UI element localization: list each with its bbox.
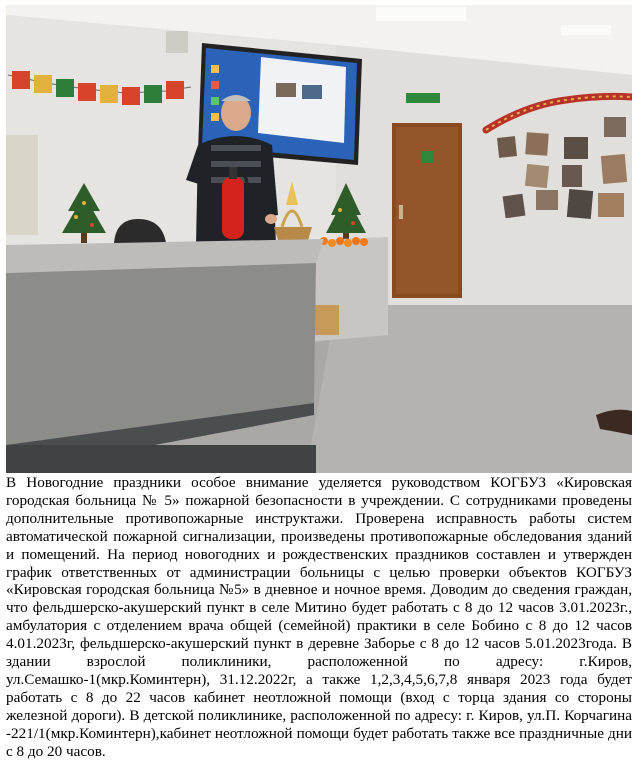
door: [392, 123, 462, 298]
wall-cabinet: [6, 135, 38, 235]
news-caption: [6, 474, 632, 761]
ceiling-light: [376, 7, 466, 21]
caption-text: В Новогодние праздники особое внимание уделяется руководством КОГБУЗ «Кировская городская больница № 5» пожарной безопасности в учреждении. С сотрудниками проведены дополнительные противопожарные инструктажи. Проверена исправность работы систем автоматической пожарной сигнализации, произведены противопожарные обследования зданий и помещений. На период новогодних и рождественских праздников составлен и утвержден график ответственных от администрации больницы с целью проверки объектов КОГБУЗ «Кировская городская больница №5» в дневное и ночное время. Доводим до сведения граждан, что фельдшерско-акушерский пункт в селе Митино будет работать с 8 до 12 часов 3.01.2023г., амбулатория с отделением врача общей (семейной) практики в селе Бобино с 8 до 12 часов 4.01.2023г, фельдшерско-акушерский пункт в деревне Заборье с 8 до 12 часов 5.01.2023года. В здании взрослой поликлиники, расположенной по адресу: г.Киров, ул.Семашко-1(мкр.Коминтерн), 31.12.2022г, а также 1,2,3,4,5,6,7,8 января 2023 года будет работать с 8 до 22 часов кабинет неотложной помощи (вход с торца здания со стороны железной дороги). В детской поликлинике, расположенной по адресу: г. Киров, ул.П. Корчагина -221/1(мкр.Коминтерн),кабинет неотложной помощи будет работать также все праздничные дни с 8 до 20 часов.: [6, 474, 632, 760]
event-photo: [6, 5, 632, 473]
exit-sign: [406, 93, 440, 103]
photo-scene: [6, 5, 632, 473]
ceiling-light: [561, 25, 611, 35]
wall-speaker: [166, 31, 188, 53]
